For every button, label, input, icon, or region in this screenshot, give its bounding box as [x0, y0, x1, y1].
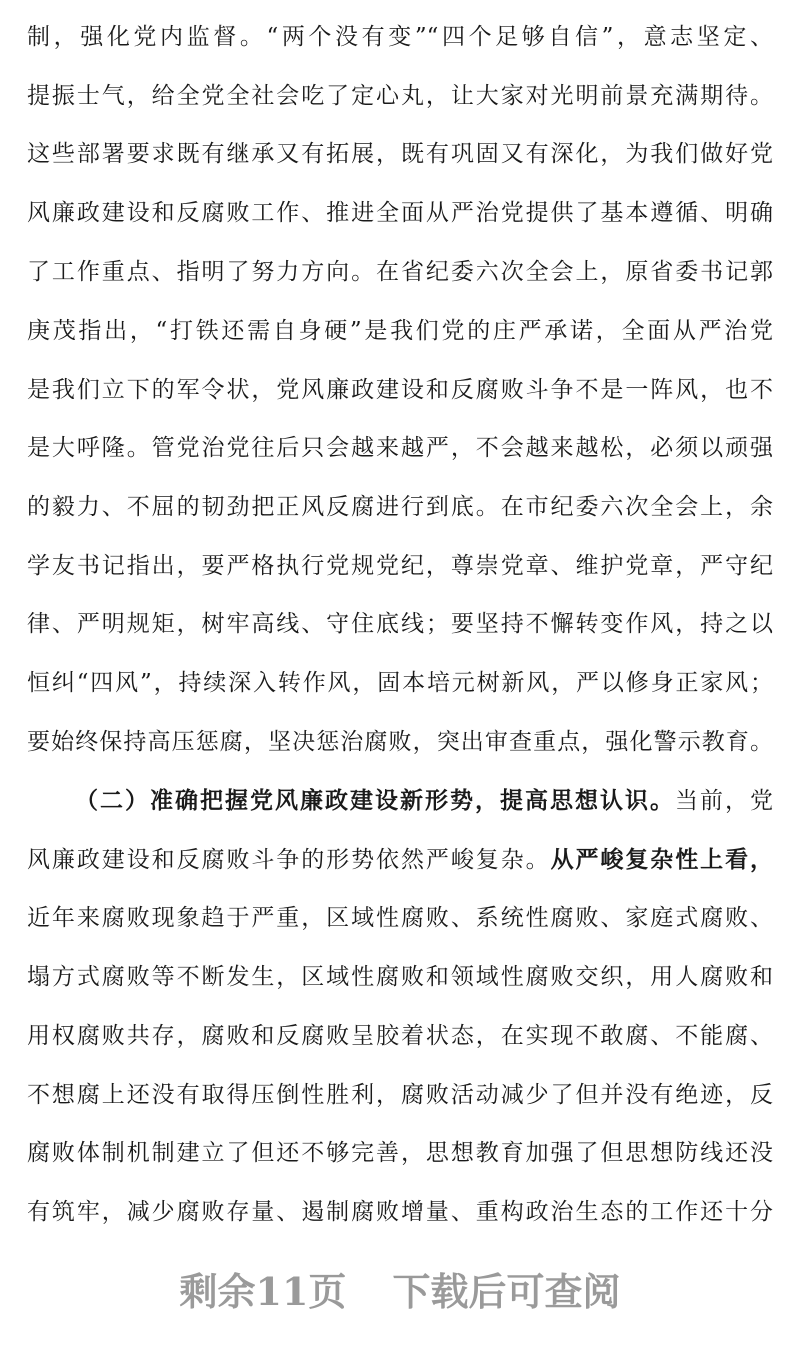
text-line: 近年来腐败现象趋于严重，区域性腐败、系统性腐败、家庭式腐败、 [27, 905, 773, 931]
text-line: 制，强化党内监督。“两个没有变”“四个足够自信”，意志坚定、 [27, 24, 773, 50]
text-line: 塌方式腐败等不断发生，区域性腐败和领域性腐败交织，用人腐败和 [27, 964, 773, 990]
text-span: 风廉政建设和反腐败斗争的形势依然严峻复杂。 [27, 847, 551, 873]
text-line: 提振士气，给全党全社会吃了定心丸，让大家对光明前景充满期待。 [27, 83, 773, 109]
text-line: 恒纠“四风”，持续深入转作风，固本培元树新风，严以修身正家风； [27, 670, 773, 696]
text-line: 腐败体制机制建立了但还不够完善，思想教育加强了但思想防线还没 [27, 1140, 773, 1166]
text-line: 的毅力、不屈的韧劲把正风反腐进行到底。在市纪委六次全会上，余 [27, 494, 773, 520]
text-line [27, 845, 773, 877]
text-line: 是我们立下的军令状，党风廉政建设和反腐败斗争不是一阵风，也不 [27, 377, 773, 403]
download-to-view-label[interactable]: 下载后可查阅 [392, 1269, 621, 1314]
text-line: 是大呼隆。管党治党往后只会越来越严，不会越来越松，必须以顽强 [27, 435, 773, 461]
text-line: 要始终保持高压惩腐，坚决惩治腐败，突出审查重点，强化警示教育。 [27, 729, 773, 755]
section-heading-line [75, 786, 773, 818]
text-line: 用权腐败共存，腐败和反腐败呈胶着状态，在实现不敢腐、不能腐、 [27, 1023, 773, 1049]
text-line: 这些部署要求既有继承又有拓展，既有巩固又有深化，为我们做好党 [27, 141, 773, 167]
text-line: 学友书记指出，要严格执行党规党纪，尊崇党章、维护党章，严守纪 [27, 553, 773, 579]
text-line: 风廉政建设和反腐败工作、推进全面从严治党提供了基本遵循、明确 [27, 200, 773, 226]
emphasis-span: 从严峻复杂性上看， [550, 846, 773, 873]
text-line: 了工作重点、指明了努力方向。在省纪委六次全会上，原省委书记郭 [27, 259, 773, 285]
remaining-pages-label: 剩余11页 [179, 1269, 347, 1314]
section-heading: （二）准确把握党风廉政建设新形势，提高思想认识。 [75, 787, 675, 814]
text-line: 有筑牢，减少腐败存量、遏制腐败增量、重构政治生态的工作还十分 [27, 1199, 773, 1225]
section-heading-continuation: 当前，党 [675, 788, 773, 814]
download-prompt-banner[interactable] [0, 1262, 800, 1322]
text-line: 不想腐上还没有取得压倒性胜利，腐败活动减少了但并没有绝迹，反 [27, 1082, 773, 1108]
text-line: 庚茂指出，“打铁还需自身硬”是我们党的庄严承诺，全面从严治党 [27, 318, 773, 344]
text-line: 律、严明规矩，树牢高线、守住底线；要坚持不懈转变作风，持之以 [27, 611, 773, 637]
